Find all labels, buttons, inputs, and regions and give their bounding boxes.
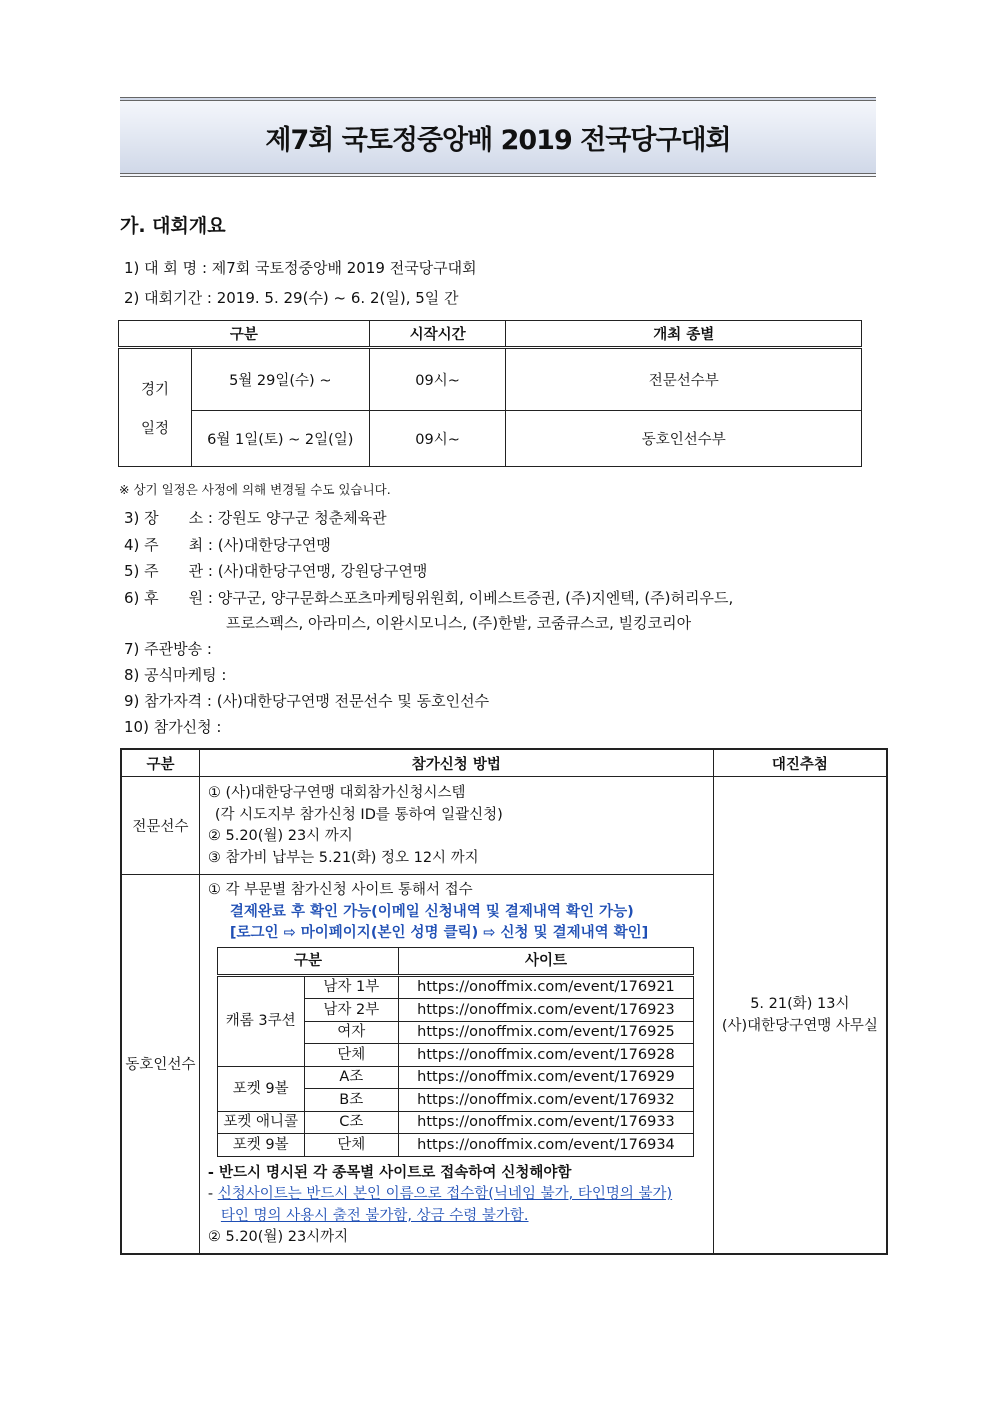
item-eligibility: 9) 참가자격 : (사)대한당구연맹 전문선수 및 동호인선수 — [124, 692, 490, 710]
item-marketing: 8) 공식마케팅 : — [124, 666, 227, 684]
site-link[interactable]: https://onoffmix.com/event/176932 — [399, 1089, 694, 1112]
note-dash: - — [207, 1186, 218, 1202]
sites-group-pocket: 포켓 9볼 — [217, 1066, 304, 1111]
amateur-line-2: 결제완료 후 확인 가능(이메일 신청내역 및 결제내역 확인 가능) — [229, 903, 634, 920]
schedule-row-date: 5월 29일(수) ~ — [191, 348, 369, 411]
site-sub: 남자 1부 — [304, 975, 399, 999]
entry-pro-label: 전문선수 — [121, 777, 199, 875]
schedule-header-start-time: 시작시간 — [369, 321, 506, 348]
amateur-deadline: ② 5.20(월) 23시까지 — [207, 1229, 349, 1245]
amateur-note-3 — [208, 1206, 713, 1228]
entry-header-draw: 대진추첨 — [713, 749, 887, 777]
site-link[interactable]: https://onoffmix.com/event/176921 — [399, 975, 694, 999]
schedule-header-division: 구분 — [119, 321, 370, 348]
sites-group-anycall: 포켓 애니콜 — [217, 1111, 304, 1134]
amateur-note-2 — [208, 1184, 713, 1206]
page-title: 제7회 국토정중앙배 2019 전국당구대회 — [265, 124, 731, 156]
site-sub: B조 — [304, 1089, 399, 1112]
item-sponsors: 6) 후 원 : 양구군, 양구문화스포츠마케팅위원회, 이베스트증권, (주)지엔텍, (주)허리우드, — [124, 589, 734, 607]
schedule-row-date: 6월 1일(토) ~ 2일(일) — [191, 411, 369, 467]
item-venue: 3) 장 소 : 강원도 양구군 청춘체육관 — [124, 509, 387, 527]
note-name-rule: 신청사이트는 반드시 본인 이름으로 접수함(닉네임 불가, 타인명의 불가) — [217, 1186, 673, 1202]
section-heading: 가. 대회개요 — [120, 215, 226, 237]
item-application: 10) 참가신청 : — [124, 718, 222, 736]
pro-line-2: (각 시도지부 참가신청 ID를 통하여 일괄신청) — [214, 806, 503, 823]
site-sub: 남자 2부 — [304, 999, 399, 1022]
site-link[interactable]: https://onoffmix.com/event/176934 — [399, 1134, 694, 1157]
entry-amateur-method — [199, 875, 713, 1254]
draw-date: 5. 21(화) 13시 — [750, 995, 850, 1012]
item-event-period: 2) 대회기간 : 2019. 5. 29(수) ~ 6. 2(일), 5일 간 — [124, 289, 459, 307]
site-link[interactable]: https://onoffmix.com/event/176928 — [399, 1044, 694, 1067]
amateur-line-1: ① 각 부문별 참가신청 사이트 통해서 접수 — [207, 882, 473, 898]
pro-line-4: ③ 참가비 납부는 5.21(화) 정오 12시 까지 — [207, 849, 479, 866]
pro-line-1: ① (사)대한당구연맹 대회참가신청시스템 — [207, 785, 466, 801]
sites-table — [217, 947, 694, 1157]
schedule-header-category: 개최 종별 — [506, 321, 862, 348]
draw-place: (사)대한당구연맹 사무실 — [721, 1017, 878, 1034]
site-link[interactable]: https://onoffmix.com/event/176933 — [399, 1111, 694, 1134]
schedule-group-label — [119, 348, 192, 467]
sites-group-pocket-team: 포켓 9볼 — [217, 1134, 304, 1157]
amateur-line-3: [로그인 ⇨ 마이페이지(본인 성명 클릭) ⇨ 신청 및 결제내역 확인] — [229, 925, 649, 941]
schedule-table — [118, 320, 862, 467]
schedule-note: ※ 상기 일정은 사정에 의해 변경될 수도 있습니다. — [119, 482, 391, 497]
entry-header-division: 구분 — [121, 749, 199, 777]
item-organizer: 5) 주 관 : (사)대한당구연맹, 강원당구연맹 — [124, 562, 428, 580]
sites-header-site: 사이트 — [399, 947, 694, 975]
schedule-row-time: 09시~ — [369, 411, 506, 467]
site-link[interactable]: https://onoffmix.com/event/176923 — [399, 999, 694, 1022]
schedule-group-line1: 경기 — [140, 381, 169, 398]
entry-table — [120, 748, 888, 1255]
site-link[interactable]: https://onoffmix.com/event/176925 — [399, 1021, 694, 1044]
schedule-row-category: 전문선수부 — [506, 348, 862, 411]
sites-group-carom: 캐롬 3쿠션 — [217, 975, 304, 1066]
schedule-group-line2: 일정 — [140, 420, 169, 437]
title-banner — [120, 97, 876, 177]
entry-amateur-label: 동호인선수 — [121, 875, 199, 1254]
item-event-name: 1) 대 회 명 : 제7회 국토정중앙배 2019 전국당구대회 — [124, 259, 477, 277]
site-sub: C조 — [304, 1111, 399, 1134]
item-broadcast: 7) 주관방송 : — [124, 640, 212, 658]
entry-header-method: 참가신청 방법 — [199, 749, 713, 777]
amateur-note-1: - 반드시 명시된 각 종목별 사이트로 접속하여 신청해야함 — [207, 1164, 572, 1181]
item-host: 4) 주 최 : (사)대한당구연맹 — [124, 536, 331, 554]
entry-pro-method — [199, 777, 713, 875]
site-sub: 여자 — [304, 1021, 399, 1044]
schedule-row-category: 동호인선수부 — [506, 411, 862, 467]
site-sub: 단체 — [304, 1134, 399, 1157]
item-sponsors-cont: 프로스펙스, 아라미스, 이완시모니스, (주)한밭, 코줌큐스코, 빌킹코리아 — [226, 614, 692, 632]
pro-line-3: ② 5.20(월) 23시 까지 — [207, 828, 353, 844]
note-penalty: 타인 명의 사용시 출전 불가함, 상금 수령 불가함. — [220, 1207, 529, 1224]
entry-draw-cell — [713, 777, 887, 1254]
sites-header-division: 구분 — [217, 947, 398, 975]
schedule-row-time: 09시~ — [369, 348, 506, 411]
site-link[interactable]: https://onoffmix.com/event/176929 — [399, 1066, 694, 1089]
site-sub: A조 — [304, 1066, 399, 1089]
site-sub: 단체 — [304, 1044, 399, 1067]
